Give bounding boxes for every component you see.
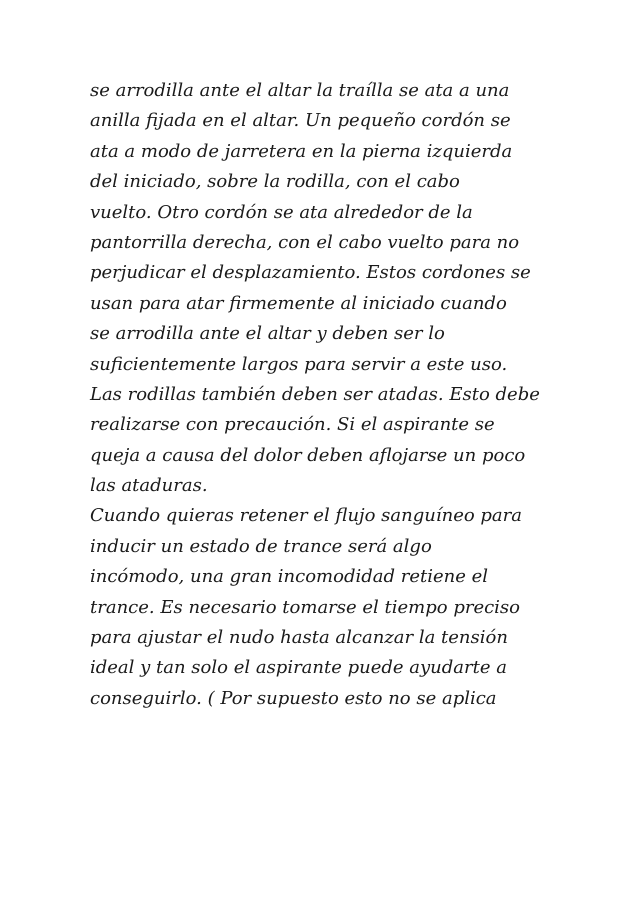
text-line: conseguirlo. ( Por supuesto esto no se aplica <box>90 687 497 709</box>
text-line: realizarse con precaución. Si el aspirante se <box>90 414 495 436</box>
text-line: queja a causa del dolor deben aflojarse un poco <box>90 444 526 466</box>
text-line: las ataduras. <box>90 475 208 497</box>
text-line: Cuando quieras retener el flujo sanguíneo para <box>90 505 522 527</box>
text-line: trance. Es necesario tomarse el tiempo preciso <box>90 596 521 618</box>
text-line: Las rodillas también deben ser atadas. Esto debe <box>90 383 540 405</box>
text-line: anilla fijada en el altar. Un pequeño cordón se <box>90 110 511 132</box>
text-line: usan para atar firmemente al iniciado cuando <box>90 292 507 314</box>
text-line: se arrodilla ante el altar y deben ser lo <box>90 323 445 345</box>
text-line: para ajustar el nudo hasta alcanzar la tensión <box>90 627 508 649</box>
text-line: ideal y tan solo el aspirante puede ayudarte a <box>90 657 507 679</box>
text-line: ata a modo de jarretera en la pierna izquierda <box>90 140 513 162</box>
text-line: incómodo, una gran incomodidad retiene el <box>90 566 489 588</box>
text-line: vuelto. Otro cordón se ata alrededor de la <box>90 201 473 223</box>
body-text <box>90 76 560 714</box>
text-line: del iniciado, sobre la rodilla, con el cabo <box>90 171 460 193</box>
text-line: se arrodilla ante el altar la traílla se ata a una <box>90 80 510 101</box>
text-line: inducir un estado de trance será algo <box>90 535 432 557</box>
text-line: suficientemente largos para servir a este uso. <box>90 353 508 375</box>
text-line: perjudicar el desplazamiento. Estos cordones se <box>90 262 531 284</box>
text-line: pantorrilla derecha, con el cabo vuelto para no <box>90 231 520 253</box>
